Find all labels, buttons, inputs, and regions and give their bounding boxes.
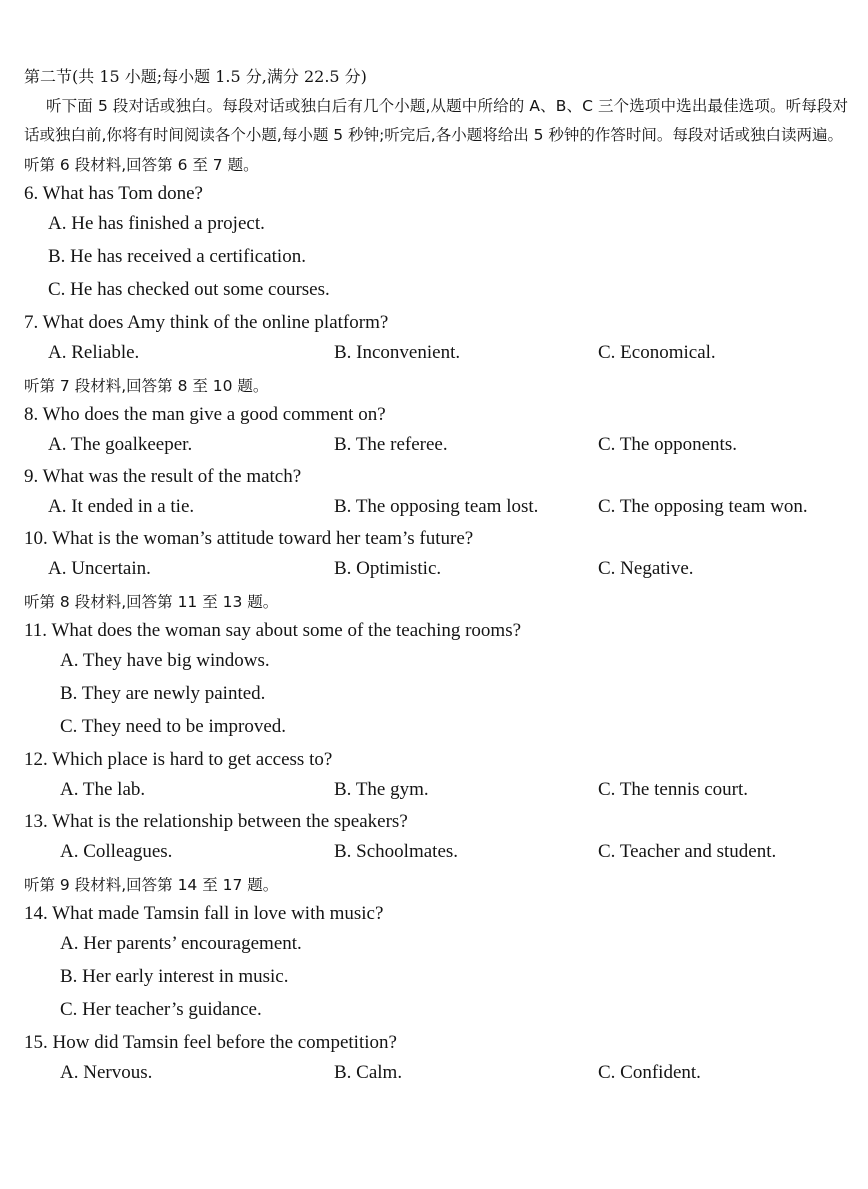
question-8-option-b: B. The referee. — [334, 434, 448, 455]
question-7-option-a: A. Reliable. — [48, 342, 140, 363]
question-12-options — [24, 778, 850, 802]
question-10-option-c: C. Negative. — [598, 558, 694, 579]
question-10-option-a: A. Uncertain. — [48, 558, 151, 579]
question-13-option-c: C. Teacher and student. — [598, 841, 777, 862]
group-heading-9: 听第 9 段材料,回答第 14 至 17 题。 — [24, 876, 279, 894]
question-6-option-b: B. He has received a certification. — [48, 246, 306, 267]
question-14-option-a: A. Her parents’ encouragement. — [60, 933, 302, 954]
question-7: 7. What does Amy think of the online platform? — [24, 312, 389, 333]
question-14-option-c: C. Her teacher’s guidance. — [60, 999, 262, 1020]
question-11-option-b: B. They are newly painted. — [60, 683, 266, 704]
question-9-options — [24, 495, 850, 519]
question-6-option-c: C. He has checked out some courses. — [48, 279, 330, 300]
question-15-option-a: A. Nervous. — [60, 1062, 153, 1083]
question-12-option-c: C. The tennis court. — [598, 779, 749, 800]
question-15-options — [24, 1061, 850, 1085]
group-heading-8: 听第 8 段材料,回答第 11 至 13 题。 — [24, 593, 279, 611]
question-15-option-b: B. Calm. — [334, 1062, 403, 1083]
question-8-option-a: A. The goalkeeper. — [48, 434, 193, 455]
question-7-options — [24, 341, 850, 365]
question-8-option-c: C. The opponents. — [598, 434, 737, 455]
question-9: 9. What was the result of the match? — [24, 466, 302, 487]
question-13-option-a: A. Colleagues. — [60, 841, 173, 862]
question-9-option-c: C. The opposing team won. — [598, 496, 808, 517]
question-9-option-a: A. It ended in a tie. — [48, 496, 195, 517]
section-title: 第二节(共 15 小题;每小题 1.5 分,满分 22.5 分) — [24, 67, 367, 86]
question-14: 14. What made Tamsin fall in love with music? — [24, 903, 384, 924]
question-11-option-a: A. They have big windows. — [60, 650, 270, 671]
question-8-options — [24, 433, 850, 457]
question-7-option-b: B. Inconvenient. — [334, 342, 461, 363]
question-6: 6. What has Tom done? — [24, 183, 203, 204]
question-7-option-c: C. Economical. — [598, 342, 716, 363]
question-12-option-a: A. The lab. — [60, 779, 146, 800]
section-instructions: 听下面 5 段对话或独白。每段对话或独白后有几个小题,从题中所给的 A、B、C 三个选项中选出最佳选项。听每段对话或独白前,你将有时间阅读各个小题,每小题 5 秒钟;听完后,各小题将给出 5 秒钟的作答时间。每段对话或独白读两遍。 — [24, 97, 848, 144]
question-11: 11. What does the woman say about some of the teaching rooms? — [24, 620, 522, 641]
question-11-option-c: C. They need to be improved. — [60, 716, 287, 737]
group-heading-6: 听第 6 段材料,回答第 6 至 7 题。 — [24, 156, 259, 174]
question-12: 12. Which place is hard to get access to? — [24, 749, 333, 770]
question-13-options — [24, 840, 850, 864]
question-9-option-b: B. The opposing team lost. — [334, 496, 539, 517]
group-heading-7: 听第 7 段材料,回答第 8 至 10 题。 — [24, 377, 269, 395]
question-15-option-c: C. Confident. — [598, 1062, 701, 1083]
question-13: 13. What is the relationship between the speakers? — [24, 811, 408, 832]
question-10: 10. What is the woman’s attitude toward her team’s future? — [24, 528, 474, 549]
question-10-option-b: B. Optimistic. — [334, 558, 442, 579]
question-12-option-b: B. The gym. — [334, 779, 429, 800]
question-13-option-b: B. Schoolmates. — [334, 841, 459, 862]
question-14-option-b: B. Her early interest in music. — [60, 966, 289, 987]
question-10-options — [24, 557, 850, 581]
question-6-option-a: A. He has finished a project. — [48, 213, 265, 234]
question-15: 15. How did Tamsin feel before the competition? — [24, 1032, 397, 1053]
question-8: 8. Who does the man give a good comment on? — [24, 404, 386, 425]
